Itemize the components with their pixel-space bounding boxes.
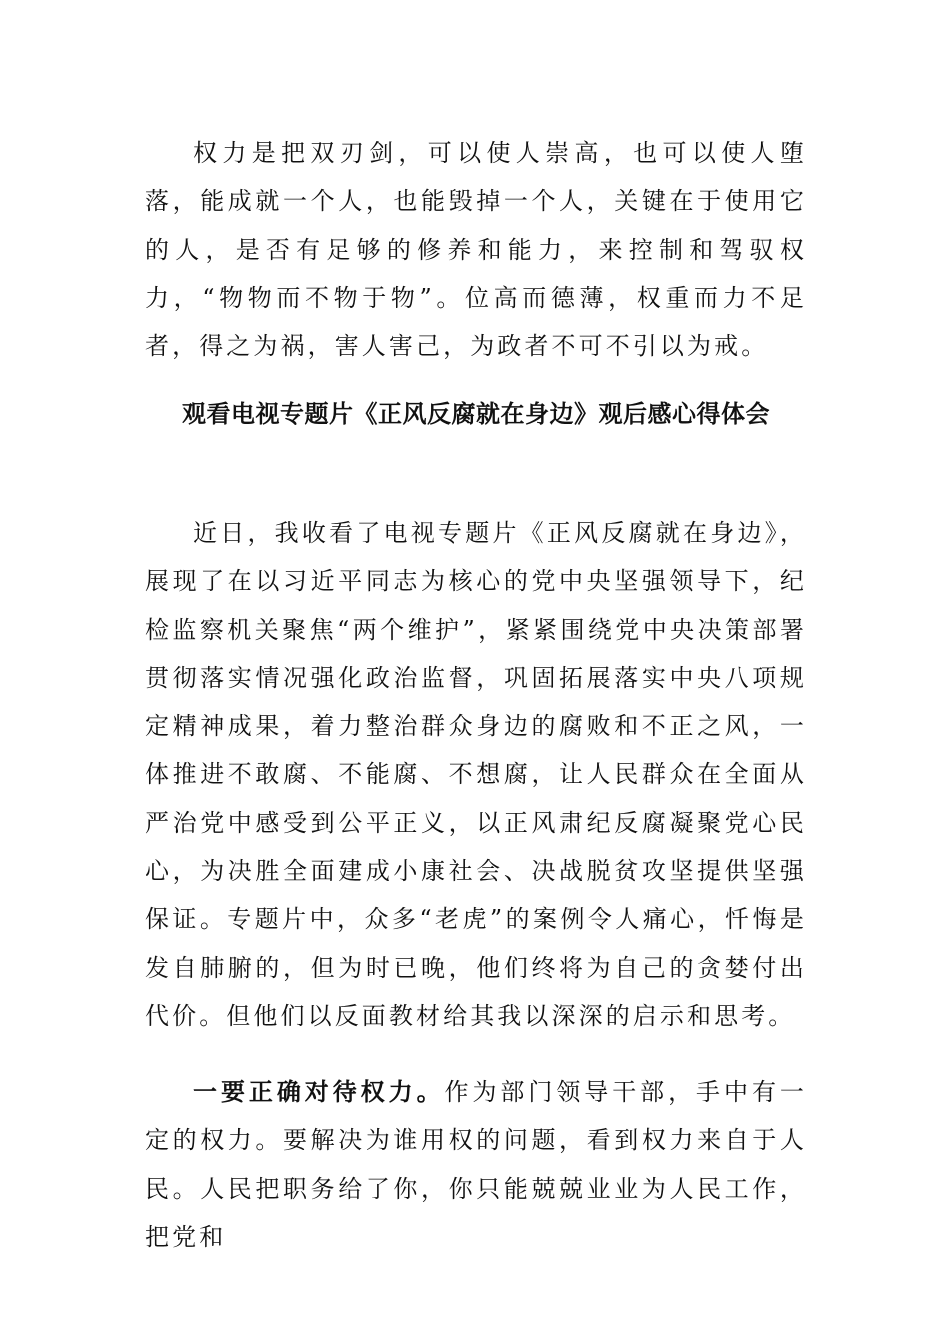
- paragraph-viewing-impressions: 近日，我收看了电视专题片《正风反腐就在身边》，展现了在以习近平同志为核心的党中央坚强领导下，纪检监察机关聚焦“两个维护”，紧紧围绕党中央决策部署贯彻落实情况强化政治监督，巩固拓展落实中央八项规定精神成果，着力整治群众身边的腐败和不正之风，一体推进不敢腐、不能腐、不想腐，让人民群众在全面从严治党中感受到公平正义，以正风肃纪反腐凝聚党心民心，为决胜全面建成小康社会、决战脱贫攻坚提供坚强保证。专题片中，众多“老虎”的案例令人痛心，忏悔是发自肺腑的，但为时已晚，他们终将为自己的贪婪付出代价。但他们以反面教材给其我以深深的启示和思考。: [145, 519, 807, 1030]
- paragraph-lead-heading: 一要正确对待权力。: [193, 1077, 445, 1106]
- paragraph-power-double-edged: 权力是把双刃剑，可以使人崇高，也可以使人堕落，能成就一个人，也能毁掉一个人，关键在于使用它的人，是否有足够的修养和能力，来控制和驾驭权力，“物物而不物于物”。位高而德薄，权重而力不足者，得之为祸，害人害己，为政者不可不引以为戒。: [145, 139, 807, 361]
- document-title: 观看电视专题片《正风反腐就在身边》观后感心得体会: [182, 399, 770, 428]
- paragraph-correct-view-of-power: [145, 1068, 807, 1261]
- paragraph-body-text: 作为部门领导干部，手中有一定的权力。要解决为谁用权的问题，看到权力来自于人民。人民把职务给了你，你只能兢兢业业为人民工作，把党和: [145, 1078, 807, 1251]
